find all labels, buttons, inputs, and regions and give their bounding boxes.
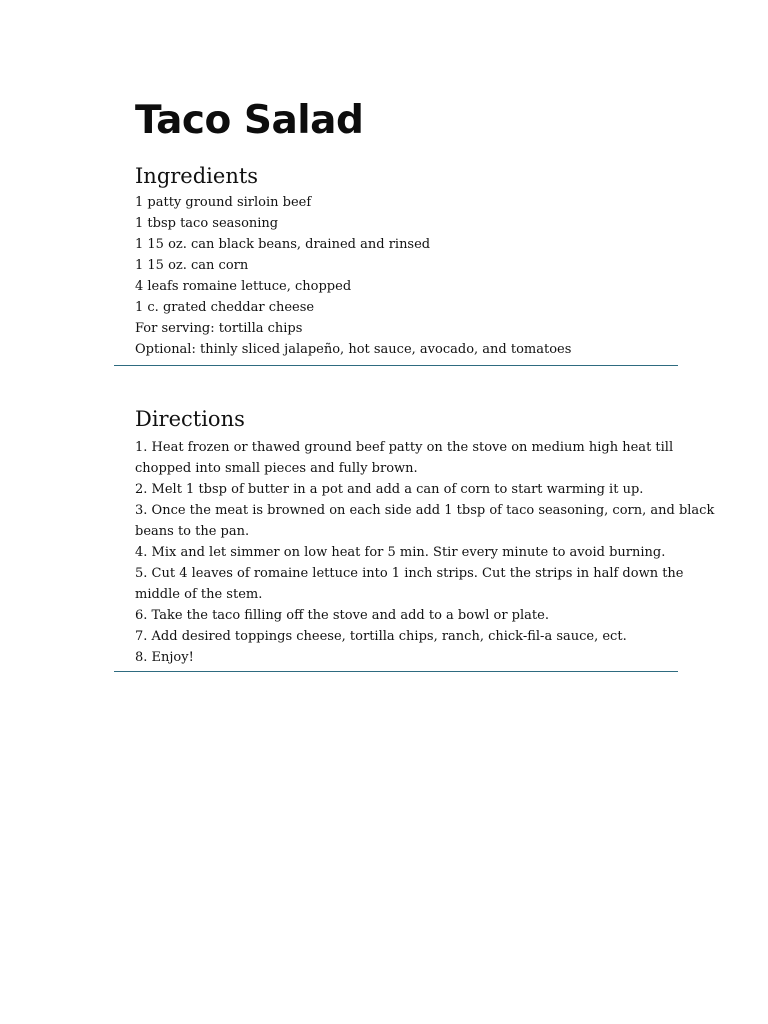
ingredients-section xyxy=(135,162,680,360)
ingredient-item: 1 tbsp taco seasoning xyxy=(135,216,279,231)
direction-line: chopped into small pieces and fully brown. xyxy=(135,461,418,476)
directions-heading: Directions xyxy=(135,407,245,431)
directions-list xyxy=(135,437,715,668)
ingredient-item: 1 c. grated cheddar cheese xyxy=(135,300,315,315)
direction-line: beans to the pan. xyxy=(135,524,250,539)
direction-line: 4. Mix and let simmer on low heat for 5 min. Stir every minute to avoid burning. xyxy=(135,545,666,560)
page-title: Taco Salad xyxy=(135,98,364,143)
direction-line: 5. Cut 4 leaves of romaine lettuce into 1 inch strips. Cut the strips in half down the xyxy=(135,566,684,581)
direction-line: 8. Enjoy! xyxy=(135,650,194,665)
section-divider xyxy=(114,365,678,366)
ingredients-list xyxy=(135,192,680,360)
direction-line: 7. Add desired toppings cheese, tortilla chips, ranch, chick-fil-a sauce, ect. xyxy=(135,629,627,644)
ingredient-item: 4 leafs romaine lettuce, chopped xyxy=(135,279,352,294)
section-divider xyxy=(114,671,678,672)
direction-line: 3. Once the meat is browned on each side add 1 tbsp of taco seasoning, corn, and black xyxy=(135,503,715,518)
ingredient-item: 1 15 oz. can black beans, drained and rinsed xyxy=(135,237,431,252)
ingredient-item: Optional: thinly sliced jalapeño, hot sauce, avocado, and tomatoes xyxy=(135,342,572,357)
ingredient-item: 1 patty ground sirloin beef xyxy=(135,195,312,210)
direction-line: middle of the stem. xyxy=(135,587,263,602)
direction-line: 1. Heat frozen or thawed ground beef patty on the stove on medium high heat till xyxy=(135,440,674,455)
directions-section xyxy=(135,405,715,668)
ingredient-item: For serving: tortilla chips xyxy=(135,321,303,336)
direction-line: 6. Take the taco filling off the stove and add to a bowl or plate. xyxy=(135,608,549,623)
ingredients-heading: Ingredients xyxy=(135,164,259,188)
direction-line: 2. Melt 1 tbsp of butter in a pot and add a can of corn to start warming it up. xyxy=(135,482,644,497)
ingredient-item: 1 15 oz. can corn xyxy=(135,258,249,273)
